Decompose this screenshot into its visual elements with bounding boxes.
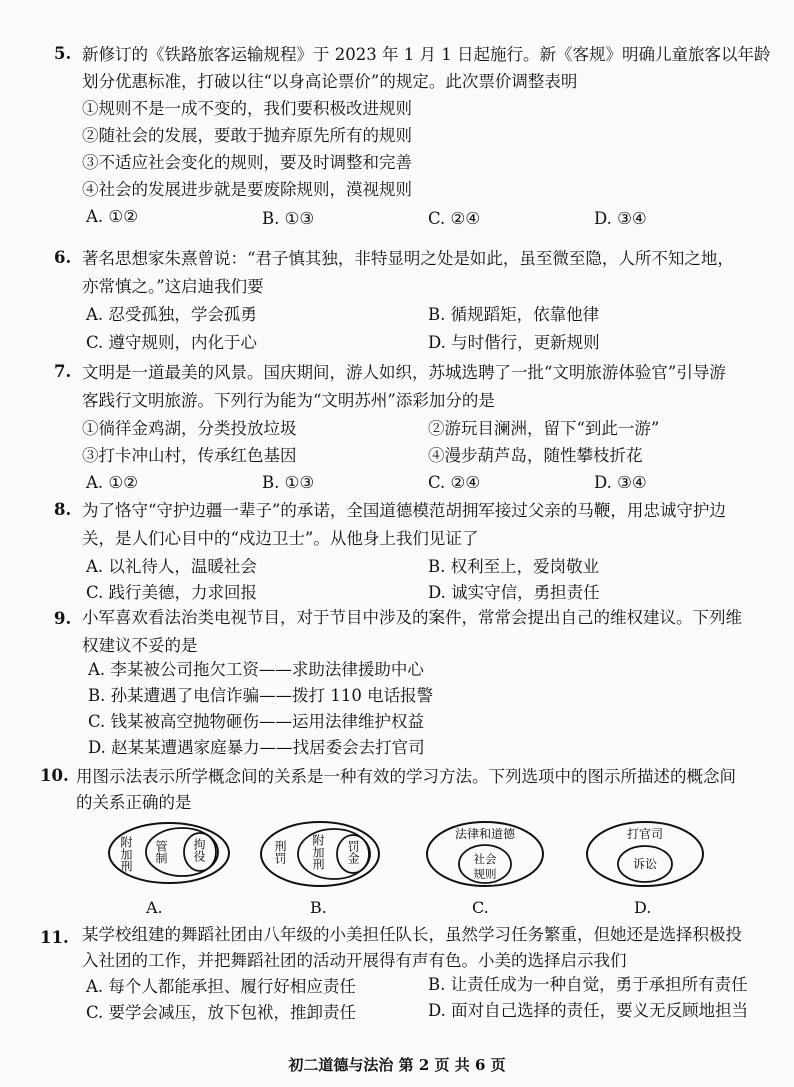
outer-label: 刑罚: [273, 840, 287, 864]
diagram-b[interactable]: [258, 818, 382, 890]
option-b[interactable]: B. 让责任成为一种自觉，勇于承担所有责任: [428, 975, 748, 994]
outer-label: 法律和道德: [454, 827, 516, 841]
option-a[interactable]: A. 以礼待人，温暖社会: [86, 557, 257, 576]
statement: ④社会的发展进步就是要废除规则，漠视规则: [82, 180, 412, 199]
middle-label: 附加刑: [311, 834, 325, 870]
option-d[interactable]: D. ③④: [594, 473, 647, 492]
option-b[interactable]: B. ①③: [262, 209, 315, 228]
statement: ④漫步葫芦岛，随性攀枝折花: [428, 446, 643, 465]
option-d[interactable]: D. 赵某某遭遇家庭暴力——找居委会去打官司: [88, 738, 425, 757]
option-c[interactable]: C. 要学会减压，放下包袱，推卸责任: [86, 1003, 357, 1022]
question-stem-line: 为了恪守“守护边疆一辈子”的承诺，全国道德模范胡拥军接过父亲的马鞭，用忠诚守护边: [82, 501, 726, 520]
option-a[interactable]: A. 每个人都能承担、履行好相应责任: [86, 977, 356, 996]
question-stem-line: 权建议不妥的是: [82, 636, 198, 655]
diagram-letter: B.: [310, 898, 327, 917]
inner-label: 罚金: [346, 840, 360, 864]
option-c[interactable]: C. 遵守规则，内化于心: [86, 333, 258, 352]
question-stem-line: 入社团的工作，并把舞蹈社团的活动开展得有声有色。小美的选择启示我们: [82, 951, 627, 970]
concept-diagrams: [0, 818, 794, 918]
option-d[interactable]: D. 面对自己选择的责任，要义无反顾地担当: [428, 1001, 749, 1020]
option-b[interactable]: B. 循规蹈矩，依靠他律: [428, 305, 600, 324]
option-c[interactable]: C. 践行美德，力求回报: [86, 583, 258, 602]
inner-label: 拘役: [192, 838, 206, 862]
option-d[interactable]: D. ③④: [594, 209, 647, 228]
outer-label: 打官司: [626, 827, 664, 841]
inner-label: 诉讼: [632, 857, 658, 871]
diagram-letter: A.: [146, 898, 163, 917]
question-number: 9.: [54, 609, 72, 628]
option-c[interactable]: C. ②④: [428, 473, 481, 492]
question-stem-line: 文明是一道最美的风景。国庆期间，游人如织，苏城选聘了一批“文明旅游体验官”引导游: [82, 363, 726, 382]
diagram-letter: D.: [634, 898, 652, 917]
question-stem-line: 著名思想家朱熹曾说：“君子慎其独，非特显明之处是如此，虽至微至隐，人所不知之地，: [82, 249, 734, 268]
question-number: 10.: [40, 766, 69, 785]
page-footer: 初二道德与法治 第 2 页 共 6 页: [288, 1056, 506, 1074]
question-stem-line: 划分优惠标准，打破以往“以身高论票价”的规定。此次票价调整表明: [82, 72, 578, 91]
option-a[interactable]: A. 李某被公司拖欠工资——求助法律援助中心: [88, 660, 424, 679]
option-a[interactable]: A. 忍受孤独，学会孤勇: [86, 305, 257, 324]
inner-label-top: 社会: [473, 852, 497, 866]
question-stem-line: 小军喜欢看法治类电视节目，对于节目中涉及的案件，常常会提出自己的维权建议。下列维: [82, 608, 742, 627]
statement: ②游玩目澜洲，留下“到此一游”: [428, 419, 660, 438]
question-stem-line: 亦常慎之。”这启迪我们要: [82, 277, 264, 296]
question-number: 5.: [54, 44, 72, 63]
question-number: 8.: [54, 500, 72, 519]
option-b[interactable]: B. 孙某遭遇了电信诈骗——拨打 110 电话报警: [88, 686, 434, 705]
question-stem-line: 某学校组建的舞蹈社团由八年级的小美担任队长，虽然学习任务繁重，但她还是选择积极投: [82, 925, 742, 944]
statement: ②随社会的发展，要敢于抛弃原先所有的规则: [82, 126, 412, 145]
option-d[interactable]: D. 与时偕行，更新规则: [428, 333, 600, 352]
question-number: 11.: [40, 928, 69, 947]
option-c[interactable]: C. 钱某被高空抛物砸伤——运用法律维护权益: [88, 712, 425, 731]
question-stem-line: 用图示法表示所学概念间的关系是一种有效的学习方法。下列选项中的图示所描述的概念间: [76, 767, 736, 786]
statement: ①规则不是一成不变的，我们要积极改进规则: [82, 99, 412, 118]
question-number: 7.: [54, 362, 72, 381]
outer-label: 附加刑: [119, 836, 133, 872]
option-d[interactable]: D. 诚实守信，勇担责任: [428, 583, 600, 602]
question-stem-line: 新修订的《铁路旅客运输规程》于 2023 年 1 月 1 日起施行。新《客规》明确儿童旅客以年龄: [82, 45, 771, 64]
option-b[interactable]: B. ①③: [262, 473, 315, 492]
diagram-a[interactable]: [106, 818, 232, 888]
question-number: 6.: [54, 248, 72, 267]
question-stem-line: 的关系正确的是: [76, 793, 192, 812]
statement: ①徜徉金鸡湖，分类投放垃圾: [82, 419, 297, 438]
option-a[interactable]: A. ①②: [86, 207, 138, 226]
middle-label: 管制: [154, 840, 168, 864]
option-b[interactable]: B. 权利至上，爱岗敬业: [428, 557, 600, 576]
statement: ③不适应社会变化的规则，要及时调整和完善: [82, 153, 412, 172]
diagram-letter: C.: [472, 898, 489, 917]
question-stem-line: 客践行文明旅游。下列行为能为“文明苏州”添彩加分的是: [82, 391, 495, 410]
inner-label-bottom: 规则: [473, 867, 497, 881]
option-c[interactable]: C. ②④: [428, 209, 481, 228]
question-stem-line: 关，是人们心目中的“戍边卫士”。从他身上我们见证了: [82, 529, 479, 548]
diagram-d[interactable]: [584, 818, 706, 890]
diagram-c[interactable]: [424, 818, 546, 890]
statement: ③打卡冲山村，传承红色基因: [82, 446, 297, 465]
option-a[interactable]: A. ①②: [86, 473, 138, 492]
